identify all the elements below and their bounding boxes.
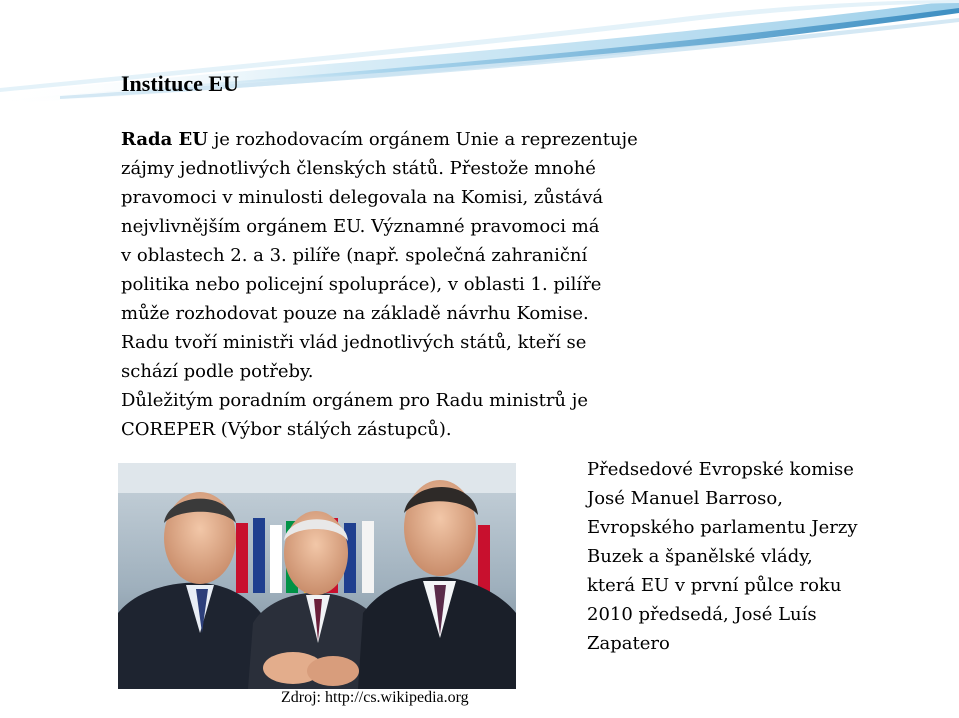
body-line-1-rest: je rozhodovacím orgánem Unie a reprezentuje [207,129,638,150]
body-line: Radu tvoří ministři vlád jednotlivých států, kteří se [121,332,587,353]
photo-caption [587,455,927,658]
body-line: může rozhodovat pouze na základě návrhu Komise. [121,303,589,324]
body-paragraph [121,125,721,444]
caption-line: Zapatero [587,633,670,654]
caption-line: Buzek a španělské vlády, [587,546,813,567]
caption-line: 2010 předsedá, José Luís [587,604,817,625]
body-line: zájmy jednotlivých členských států. Přestože mnohé [121,158,596,179]
body-line: v oblastech 2. a 3. pilíře (např. společná zahraniční [121,245,588,266]
caption-line: Evropského parlamentu Jerzy [587,517,858,538]
body-line: pravomoci v minulosti delegovala na Komisi, zůstává [121,187,604,208]
caption-line: José Manuel Barroso, [587,488,783,509]
body-line: COREPER (Výbor stálých zástupců). [121,419,452,440]
slide-title: Instituce EU [121,71,239,96]
body-line: nejvlivnějším orgánem EU. Významné pravomoci má [121,216,600,237]
body-line-1 [121,125,721,154]
caption-line: Předsedové Evropské komise [587,459,854,480]
body-line: schází podle potřeby. [121,361,314,382]
body-line: politika nebo policejní spolupráce), v oblasti 1. pilíře [121,274,602,295]
body-bold-term: Rada EU [121,129,208,150]
photo-of-three-leaders-icon [118,463,516,689]
body-line: Důležitým poradním orgánem pro Radu ministrů je [121,390,588,411]
caption-line: která EU v první půlce roku [587,575,842,596]
image-source-credit: Zdroj: http://cs.wikipedia.org [281,689,469,706]
